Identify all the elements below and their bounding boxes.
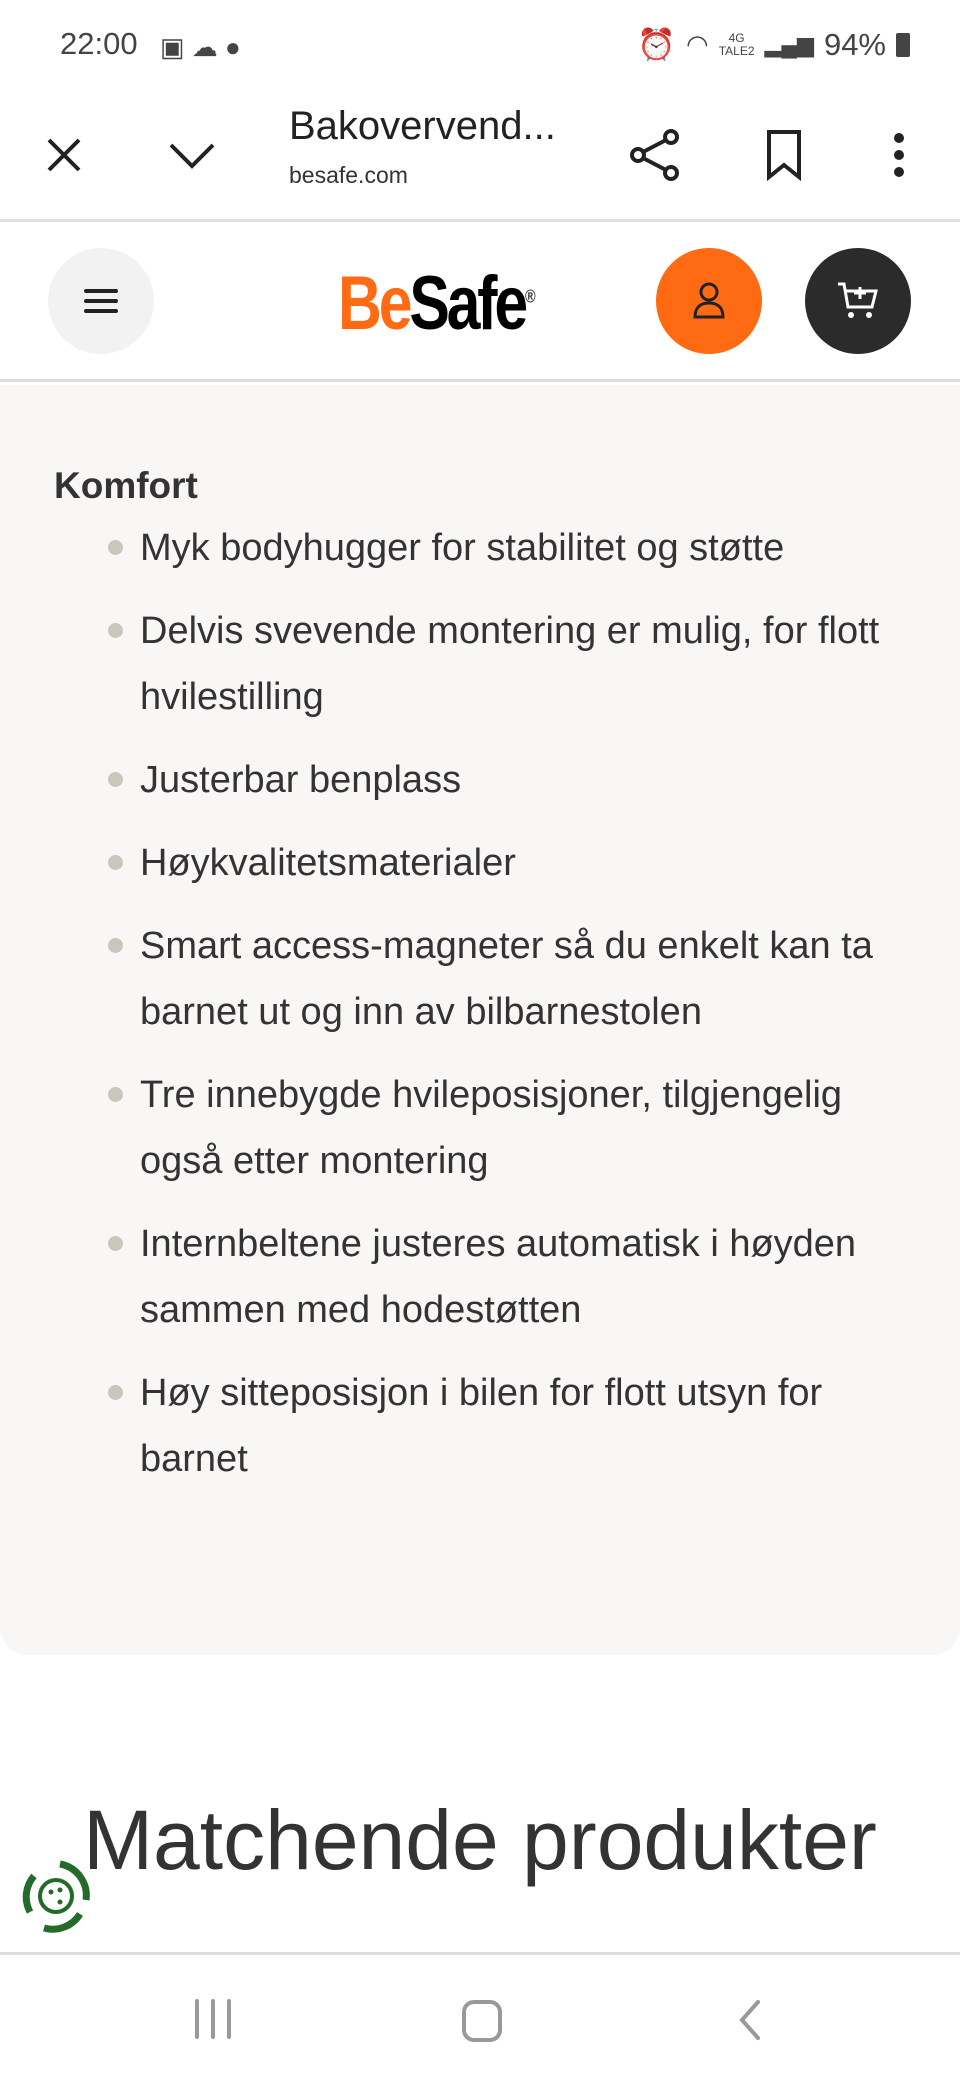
browser-toolbar bbox=[0, 90, 960, 222]
collapse-button[interactable] bbox=[157, 120, 227, 190]
signal-icon: ▂▄▆ bbox=[764, 31, 814, 57]
list-item: Smart access-magneter så du enkelt kan ta barnet ut og inn av bilbarnestolen bbox=[140, 913, 910, 1045]
carrier: TALE2 bbox=[718, 43, 755, 58]
matching-products-heading: Matchende produkter bbox=[83, 1793, 877, 1887]
list-item: Høykvalitetsmaterialer bbox=[140, 830, 910, 896]
recycle-icon bbox=[18, 1856, 94, 1936]
more-vert-icon bbox=[892, 132, 906, 178]
status-time: 22:00 bbox=[60, 26, 138, 61]
list-item: Delvis svevende montering er mulig, for flott hvilestilling bbox=[140, 598, 910, 730]
user-icon bbox=[691, 281, 727, 321]
cart-button[interactable] bbox=[805, 248, 911, 354]
battery-icon bbox=[896, 33, 910, 57]
status-bar bbox=[0, 0, 960, 90]
features-section bbox=[0, 385, 960, 1655]
system-nav-bar bbox=[0, 1952, 960, 2080]
status-right bbox=[637, 26, 910, 63]
site-header bbox=[0, 224, 960, 382]
network-type: 4G bbox=[728, 30, 745, 45]
battery-level: 94% bbox=[823, 26, 886, 62]
logo-be: Be bbox=[338, 261, 410, 346]
menu-button[interactable] bbox=[48, 248, 154, 354]
list-item: Tre innebygde hvileposisjoner, tilgjengelig også etter montering bbox=[140, 1062, 910, 1194]
home-icon bbox=[461, 1999, 503, 2043]
cart-add-icon bbox=[836, 281, 880, 321]
list-item: Myk bodyhugger for stabilitet og støtte bbox=[140, 515, 910, 581]
alarm-icon: ⏰ bbox=[637, 27, 677, 62]
feature-list bbox=[140, 515, 910, 1509]
more-options-button[interactable] bbox=[864, 120, 934, 190]
recycle-widget-button[interactable] bbox=[18, 1856, 94, 1936]
close-button[interactable] bbox=[29, 120, 99, 190]
back-icon bbox=[736, 1999, 764, 2041]
notification-icons: ▣ ☁ ● bbox=[160, 32, 241, 62]
logo-safe: Safe bbox=[409, 261, 525, 346]
share-icon bbox=[628, 127, 682, 183]
list-item: Internbeltene justeres automatisk i høyden sammen med hodestøtten bbox=[140, 1211, 910, 1343]
list-item: Høy sitteposisjon i bilen for flott utsyn for barnet bbox=[140, 1360, 910, 1492]
close-icon bbox=[44, 135, 84, 175]
recent-apps-icon bbox=[193, 1999, 233, 2039]
bookmark-button[interactable] bbox=[749, 120, 819, 190]
back-button[interactable] bbox=[736, 1999, 764, 2046]
besafe-logo[interactable] bbox=[338, 260, 536, 347]
hamburger-icon bbox=[84, 287, 118, 315]
account-button[interactable] bbox=[656, 248, 762, 354]
list-item: Justerbar benplass bbox=[140, 747, 910, 813]
page-url: besafe.com bbox=[289, 162, 408, 188]
chevron-down-icon bbox=[168, 140, 216, 170]
section-heading: Komfort bbox=[54, 465, 198, 506]
page-title: Bakovervend... bbox=[289, 104, 556, 148]
home-button[interactable] bbox=[461, 1999, 503, 2048]
recent-apps-button[interactable] bbox=[193, 1999, 233, 2044]
share-button[interactable] bbox=[620, 120, 690, 190]
wifi-icon: ◠ bbox=[686, 29, 709, 59]
logo-registered: ® bbox=[524, 286, 536, 307]
bookmark-icon bbox=[764, 129, 804, 181]
